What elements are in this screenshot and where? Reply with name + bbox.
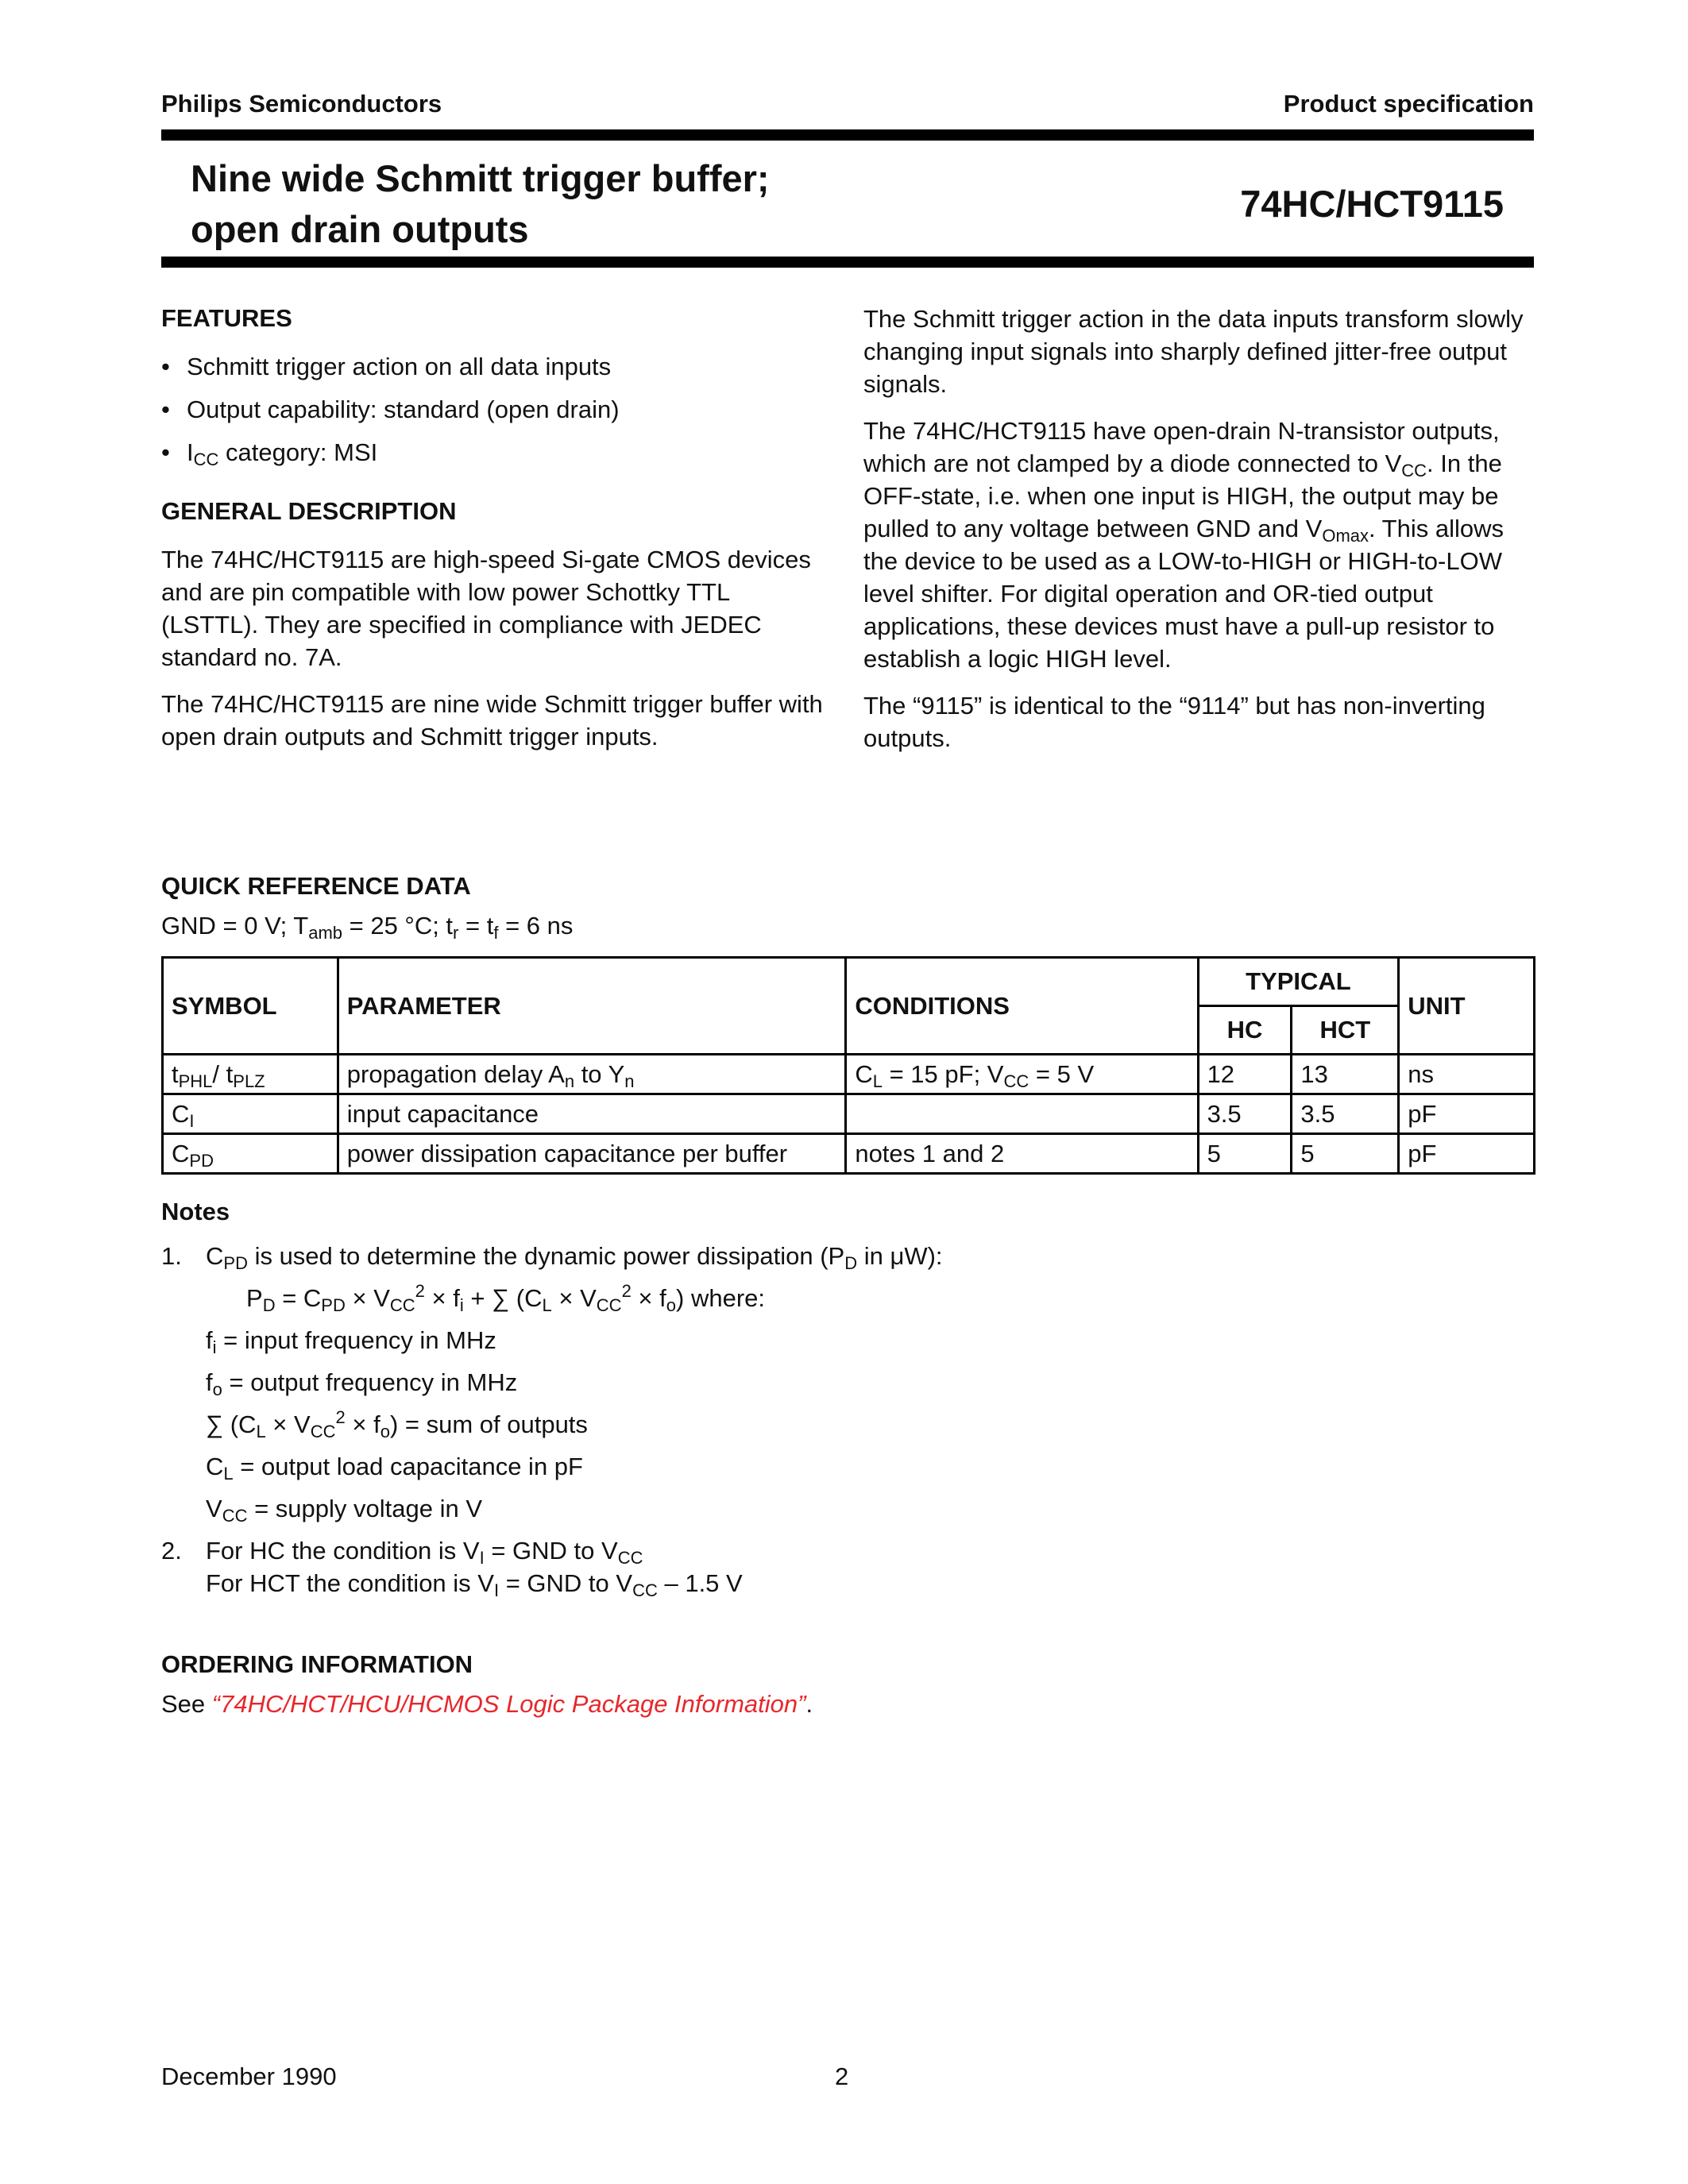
list-item <box>161 436 829 469</box>
bullet-icon: • <box>161 353 170 380</box>
col-hc: HC <box>1198 1006 1292 1055</box>
note-2-line-1: For HC the condition is $V_I$ = GND to $V_{CC}$ <box>206 1537 643 1568</box>
ordering-text: See “74HC/HCT/HCU/HCMOS Logic Package Information”. <box>161 1690 813 1718</box>
power-equation: $P_D = C_{PD} \times V_{CC}^2 \times f_i$ + ∑ $(C_L \times V_{CC}^2 \times f_o)$ where: <box>246 1281 765 1315</box>
feature-text: Schmitt trigger action on all data inputs <box>187 353 612 380</box>
cell-conditions: $C_L = 15$ pF; $V_{CC} = 5$ V <box>846 1055 1198 1094</box>
qrd-heading: QUICK REFERENCE DATA <box>161 872 471 900</box>
cell-conditions: notes 1 and 2 <box>846 1134 1198 1174</box>
note-cl: $C_L$ = output load capacitance in pF <box>206 1453 583 1484</box>
col-typical: TYPICAL <box>1198 958 1399 1006</box>
note-sum: ∑ $(C_L \times V_{CC}^2 \times f_o)$ = sum of outputs <box>206 1407 588 1441</box>
note-1-number: 1. <box>161 1242 182 1270</box>
col-parameter: PARAMETER <box>338 958 846 1055</box>
left-column <box>161 304 829 767</box>
features-heading: FEATURES <box>161 304 292 332</box>
col-conditions: CONDITIONS <box>846 958 1198 1055</box>
cell-unit: ns <box>1399 1055 1535 1094</box>
cell-conditions <box>846 1094 1198 1134</box>
qrd-table <box>161 956 1535 1175</box>
bullet-icon: • <box>161 396 170 423</box>
note-2-number: 2. <box>161 1537 182 1565</box>
note-1-text: $C_{PD}$ is used to determine the dynamic power dissipation ($P_D$ in μW): <box>206 1242 943 1273</box>
general-heading: GENERAL DESCRIPTION <box>161 497 457 525</box>
right-column <box>863 303 1535 769</box>
cell-hc: 5 <box>1198 1134 1292 1174</box>
right-para-3: The “9115” is identical to the “9114” but has non-inverting outputs. <box>863 692 1485 752</box>
features-list <box>161 350 829 469</box>
list-item <box>161 350 829 383</box>
note-fo: $f_o$ = output frequency in MHz <box>206 1368 518 1399</box>
notes-heading: Notes <box>161 1198 230 1225</box>
ordering-heading: ORDERING INFORMATION <box>161 1650 473 1678</box>
list-item <box>161 393 829 426</box>
cell-hct: 5 <box>1292 1134 1399 1174</box>
cell-symbol: $t_{PHL}/$ $t_{PLZ}$ <box>163 1055 338 1094</box>
cell-symbol: $C_{PD}$ <box>163 1134 338 1174</box>
table-header-row <box>163 958 1535 1006</box>
cell-parameter: input capacitance <box>338 1094 846 1134</box>
qrd-conditions: GND = 0 V; $T_{amb} = 25$ °C; $t_r = t_f = 6$ ns <box>161 912 574 943</box>
feature-text: category: MSI <box>226 438 378 466</box>
general-para-2: The 74HC/HCT9115 are nine wide Schmitt trigger buffer with open drain outputs and Schmitt trigger inputs. <box>161 690 823 751</box>
table-row <box>163 1055 1535 1094</box>
icc-subscript: CC <box>193 450 219 469</box>
page-title <box>191 153 770 255</box>
package-info-link[interactable]: “74HC/HCT/HCU/HCMOS Logic Package Information” <box>211 1690 806 1718</box>
page-number: 2 <box>835 2062 849 2090</box>
general-para-1: The 74HC/HCT9115 are high-speed Si-gate CMOS devices and are pin compatible with low power Schottky TTL (LSTTL). They are specified in compliance with JEDEC standard no. 7A. <box>161 546 811 671</box>
right-para-2: The 74HC/HCT9115 have open-drain N-transistor outputs, which are not clamped by a diode connected to $V_{CC}$. In the OFF-state, i.e. when one input is HIGH, the output may be pulled to any voltage between GND and $V_{Omax}$. This allows the device to be used as a LOW-to-HIGH or HIGH-to-LOW level shifter. For digital operation and OR-tied output applications, these devices must have a pull-up resistor to establish a logic HIGH level. <box>863 417 1505 673</box>
part-number: 74HC/HCT9115 <box>1240 183 1504 225</box>
cell-parameter: power dissipation capacitance per buffer <box>338 1134 846 1174</box>
header-rule-top <box>161 129 1534 141</box>
title-line-1: Nine wide Schmitt trigger buffer; <box>191 157 770 199</box>
cell-unit: pF <box>1399 1134 1535 1174</box>
right-para-1: The Schmitt trigger action in the data inputs transform slowly changing input signals into sharply defined jitter-free output signals. <box>863 305 1524 398</box>
table-row <box>163 1094 1535 1134</box>
cell-hc: 12 <box>1198 1055 1292 1094</box>
cell-symbol: $C_I$ <box>163 1094 338 1134</box>
col-symbol: SYMBOL <box>163 958 338 1055</box>
note-fi: $f_i$ = input frequency in MHz <box>206 1326 496 1357</box>
header-rule-bottom <box>161 257 1534 268</box>
header-doc-type: Product specification <box>1283 90 1534 118</box>
cell-hc: 3.5 <box>1198 1094 1292 1134</box>
cell-hct: 3.5 <box>1292 1094 1399 1134</box>
title-line-2: open drain outputs <box>191 208 529 250</box>
bullet-icon: • <box>161 438 170 466</box>
col-unit: UNIT <box>1399 958 1535 1055</box>
icc-symbol: I <box>187 438 194 466</box>
header-company: Philips Semiconductors <box>161 90 442 118</box>
footer-date: December 1990 <box>161 2062 337 2090</box>
note-2-line-2: For HCT the condition is $V_I$ = GND to $V_{CC} - 1.5$ V <box>206 1569 743 1600</box>
general-description <box>161 543 829 753</box>
table-row <box>163 1134 1535 1174</box>
note-vcc: $V_{CC}$ = supply voltage in V <box>206 1495 483 1526</box>
feature-text: Output capability: standard (open drain) <box>187 396 620 423</box>
cell-unit: pF <box>1399 1094 1535 1134</box>
cell-parameter: propagation delay $A_n$ to $Y_n$ <box>338 1055 846 1094</box>
cell-hct: 13 <box>1292 1055 1399 1094</box>
note-2-text <box>206 1530 743 1599</box>
col-hct: HCT <box>1292 1006 1399 1055</box>
